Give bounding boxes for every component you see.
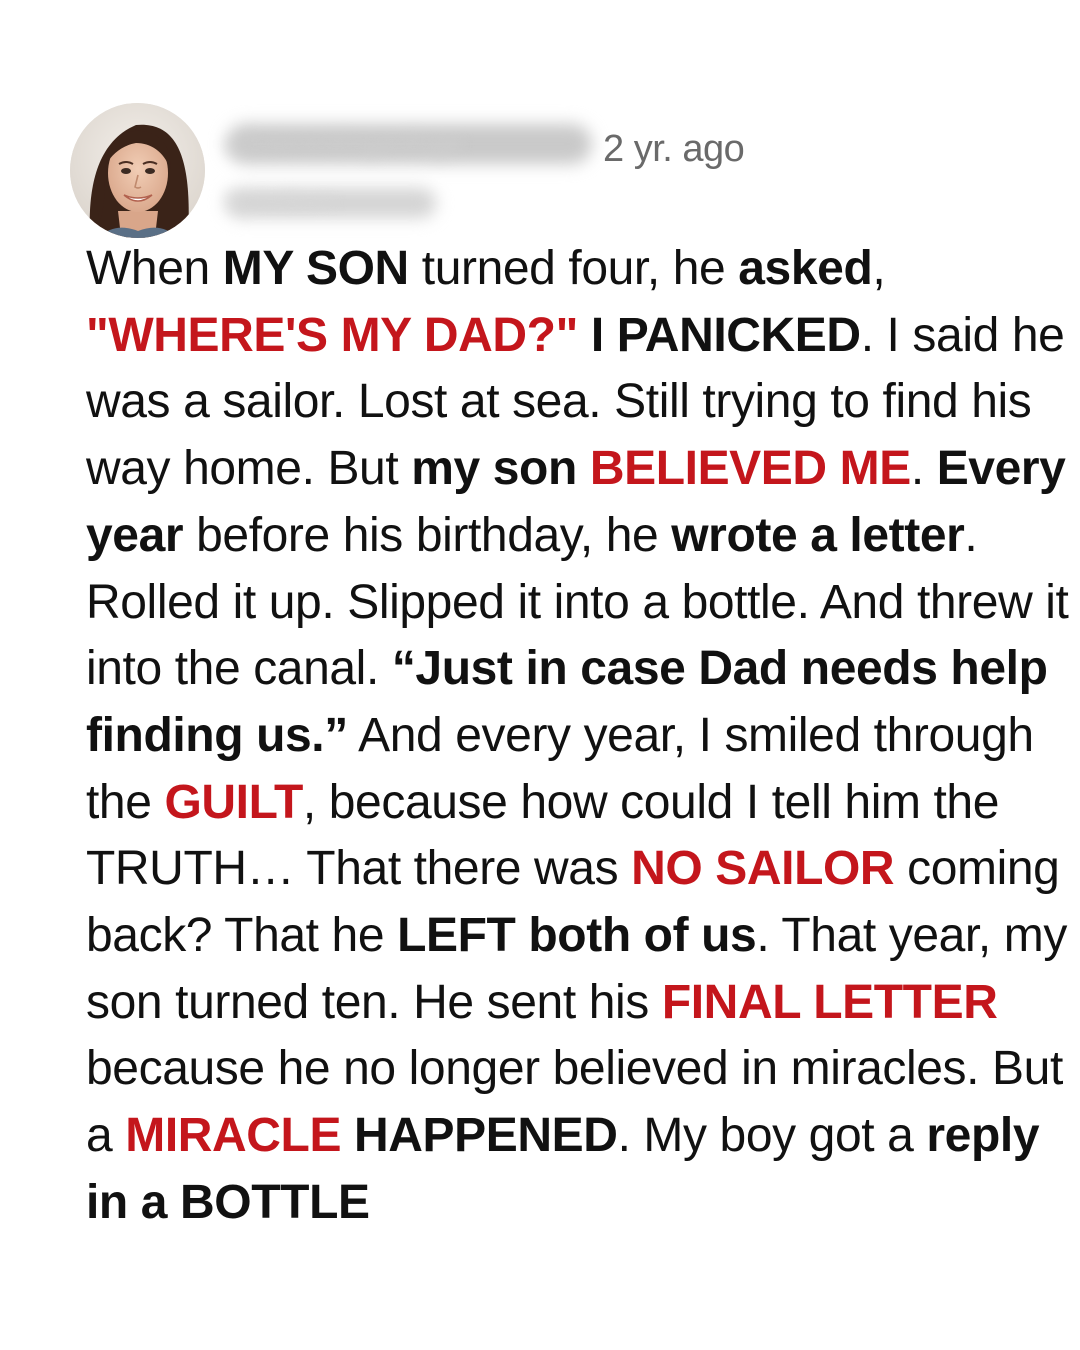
avatar[interactable] — [70, 103, 205, 238]
username[interactable]: u/interestingasfuge — [226, 128, 463, 159]
emphasis-bold-text: MY SON — [222, 242, 409, 295]
body-text-segment: coming back? That he — [86, 842, 1060, 963]
emphasis-bold-text: reply in a BOTTLE — [86, 1109, 1040, 1229]
emphasis-red-text: NO SAILOR — [631, 842, 895, 896]
woman-profile-photo-icon — [70, 103, 205, 238]
emphasis-bold-text: wrote a letter — [671, 508, 965, 562]
body-text-segment: . Rolled it up. Slipped it into a bottle. And threw it into the canal. — [86, 508, 1069, 696]
body-text-segment — [577, 442, 590, 495]
emphasis-bold-text: LEFT both of us — [397, 909, 757, 963]
emphasis-bold-text: I PANICKED — [590, 308, 861, 362]
body-text-segment: And every year, I smiled through the — [86, 708, 1034, 829]
post-timestamp: 2 yr. ago — [603, 128, 745, 170]
emphasis-bold-text: HAPPENED — [354, 1109, 618, 1163]
body-text-segment: . My boy got a — [617, 1109, 927, 1163]
emphasis-bold-text: asked — [738, 242, 873, 295]
body-text-segment: . That year, my son turned ten. He sent his — [86, 909, 1067, 1029]
post-body-text — [86, 236, 1076, 1237]
body-text-segment: turned four, he — [408, 242, 739, 295]
body-text-segment — [341, 1109, 354, 1162]
body-text-segment: because he no longer believed in miracles. But a — [86, 1042, 1063, 1163]
emphasis-red-text: GUILT — [164, 775, 303, 829]
body-text-segment: , because how could I tell him the TRUTH… That there was — [86, 775, 1000, 896]
body-text-segment: . I said he was a sailor. Lost at sea. Still trying to find his way home. But — [86, 308, 1065, 496]
body-text-segment — [578, 309, 591, 362]
emphasis-red-text: MIRACLE — [125, 1109, 342, 1163]
emphasis-red-text: FINAL LETTER — [661, 975, 998, 1029]
emphasis-red-text: "WHERE'S MY DAD?" — [86, 308, 578, 362]
emphasis-bold-text: Every year — [86, 442, 1066, 562]
emphasis-bold-text: my son — [411, 442, 577, 496]
emphasis-bold-text: “Just in case Dad needs help finding us.” — [86, 642, 1048, 762]
emphasis-red-text: BELIEVED ME — [589, 442, 911, 496]
post-subline: by kelbum — [226, 188, 336, 215]
body-text-segment: When — [86, 242, 223, 295]
body-text-segment: , — [872, 242, 886, 295]
body-text-segment: . — [910, 442, 937, 496]
body-text-segment: before his birthday, he — [183, 508, 672, 562]
